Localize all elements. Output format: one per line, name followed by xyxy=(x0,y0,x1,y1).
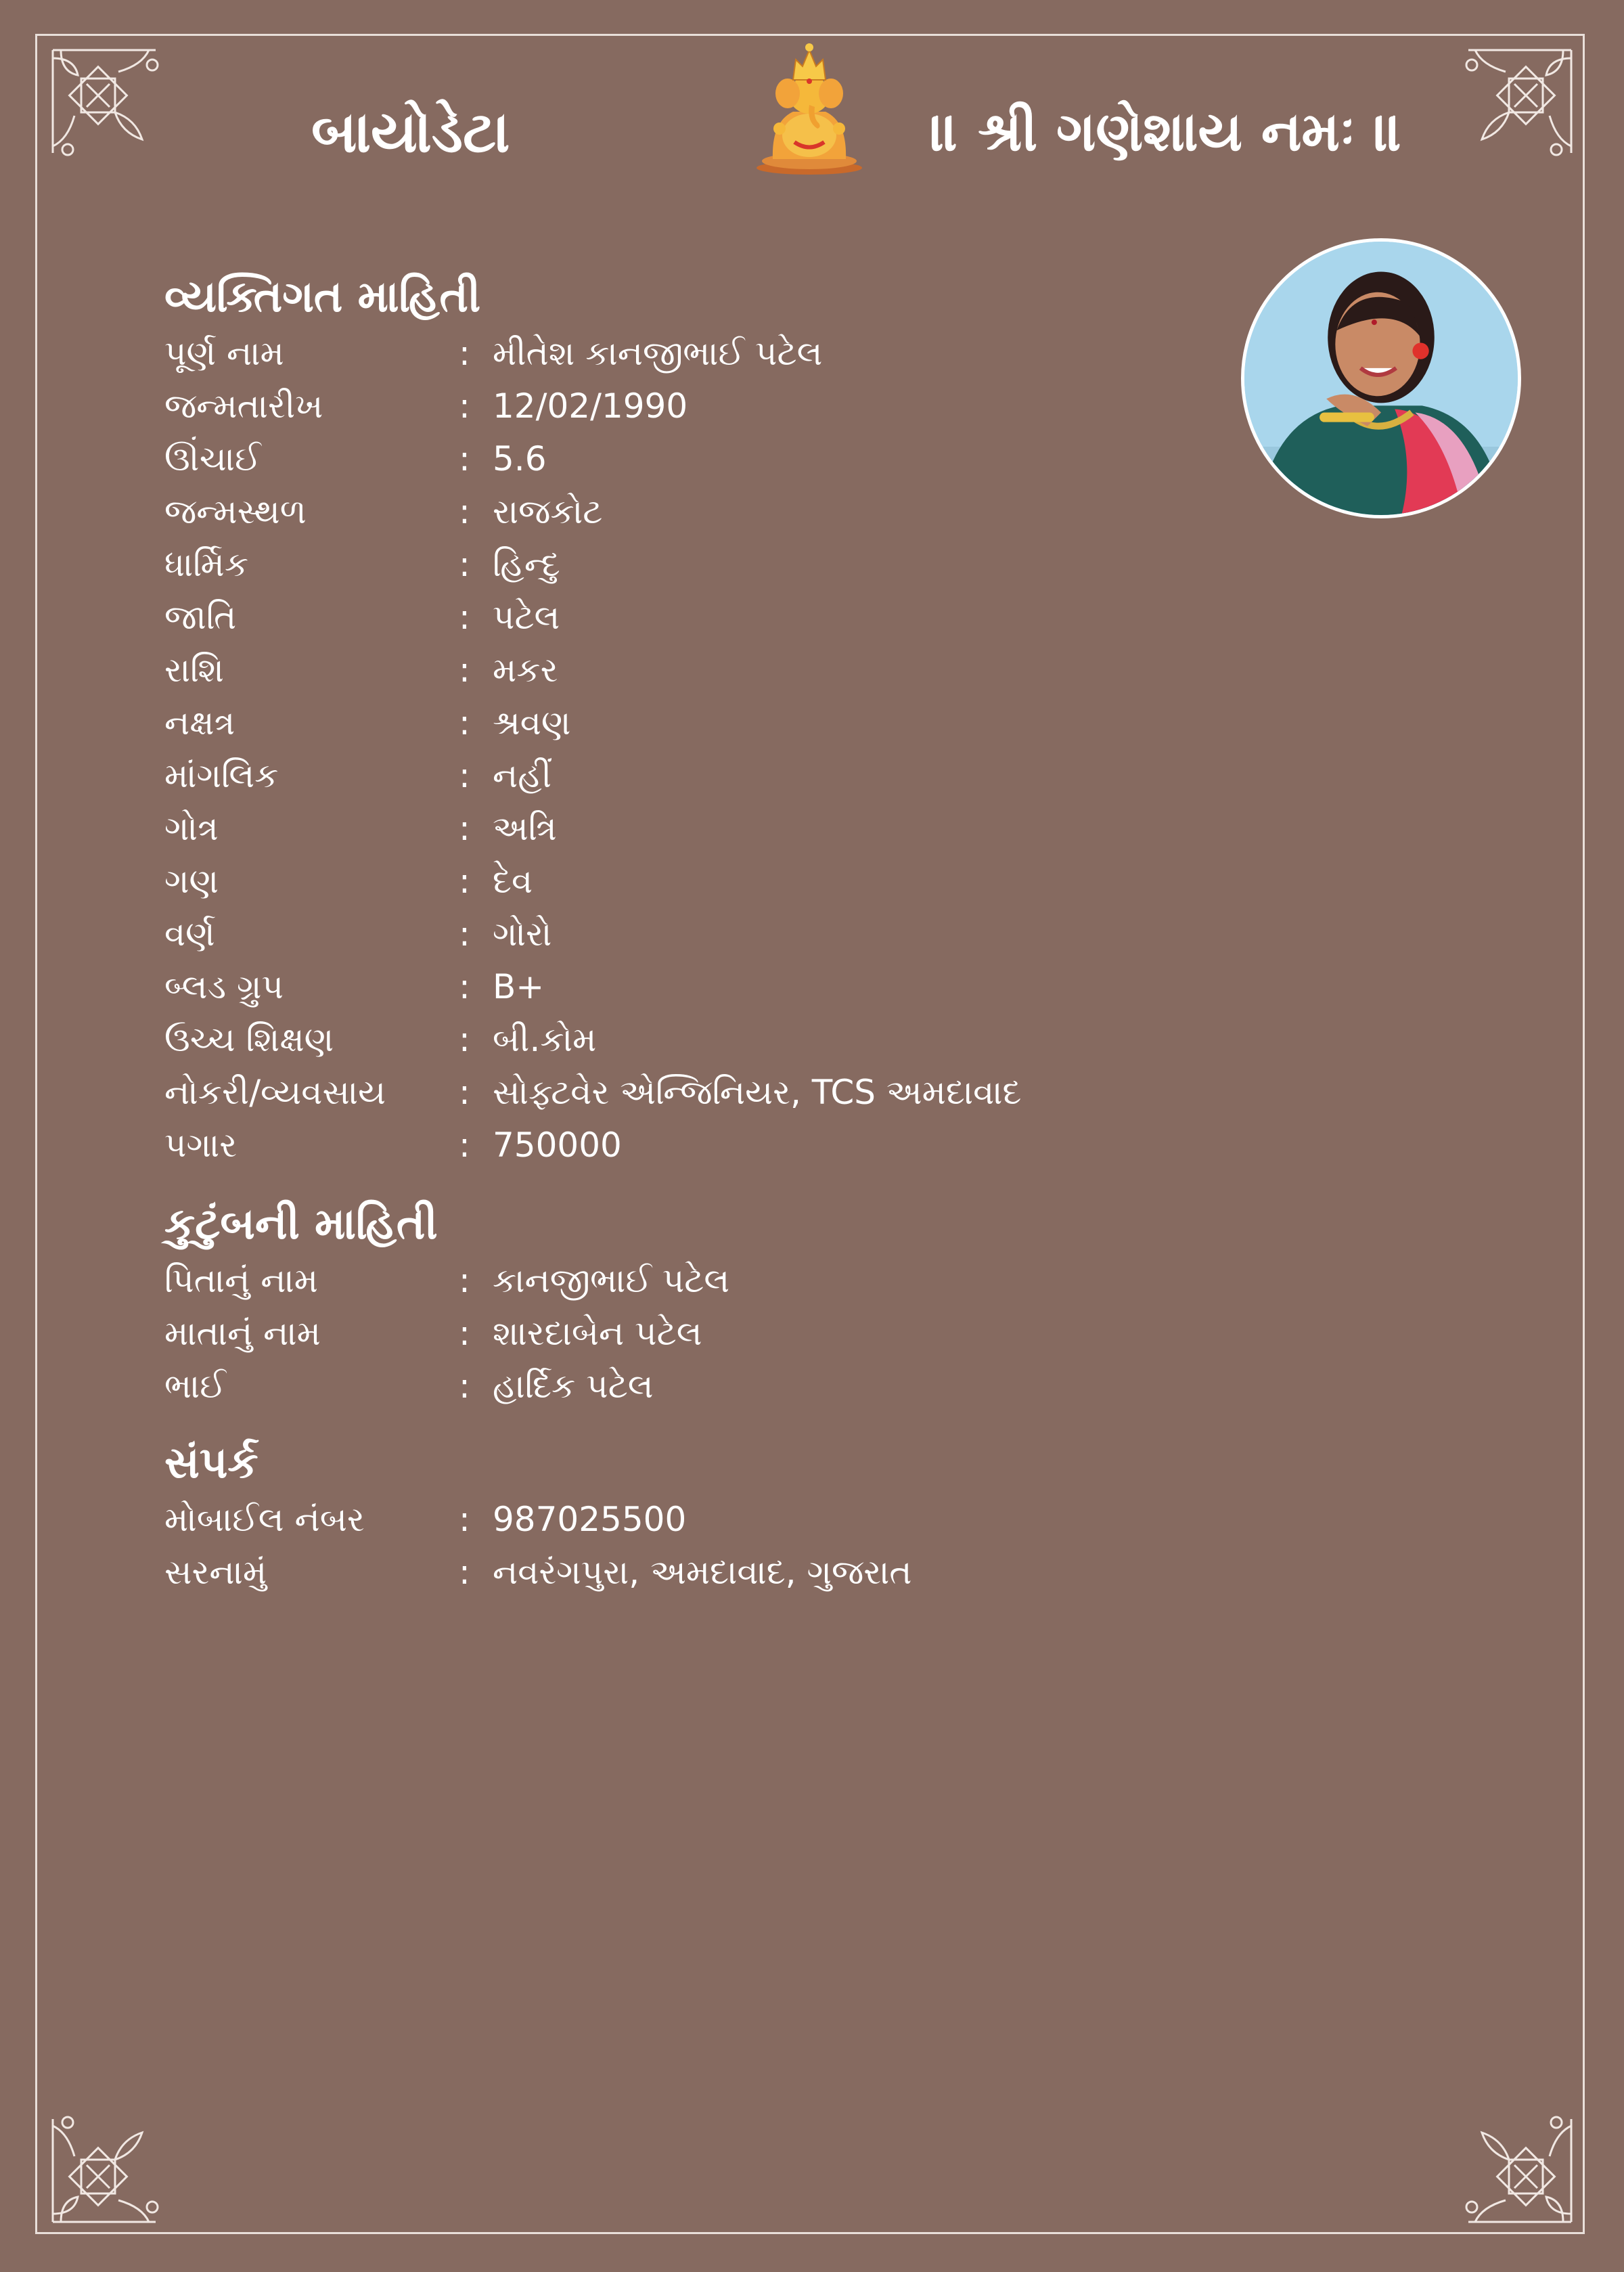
row-value: B+ xyxy=(493,967,545,1006)
family-info-section xyxy=(164,1195,1206,1412)
info-row-blood-group xyxy=(164,960,1206,1013)
row-label: માંગલિક xyxy=(164,755,279,795)
invocation-title: ॥ શ્રી ગણેશાય નમઃ ॥ xyxy=(930,100,1403,163)
row-value: મકર xyxy=(493,650,558,690)
row-label: માતાનું નામ xyxy=(164,1313,321,1353)
row-label: ઊંચાઈ xyxy=(164,439,261,478)
row-label: ગણ xyxy=(164,861,219,901)
row-label: પૂર્ણ નામ xyxy=(164,333,284,373)
row-separator: : xyxy=(459,598,470,637)
row-label: વર્ણ xyxy=(164,914,215,954)
row-separator: : xyxy=(459,1261,470,1300)
row-value: બી.કોમ xyxy=(493,1019,597,1059)
row-separator: : xyxy=(459,1126,470,1165)
personal-info-section xyxy=(164,267,1206,1172)
page-title: બાયોડેટા xyxy=(311,99,510,165)
row-label: ઉચ્ચ શિક્ષણ xyxy=(164,1019,334,1059)
row-value: હાર્દિક પટેલ xyxy=(493,1366,654,1406)
row-label: સરનામું xyxy=(164,1552,267,1592)
row-separator: : xyxy=(459,439,470,478)
row-label: બ્લડ ગ્રુપ xyxy=(164,966,284,1006)
row-value: દેવ xyxy=(493,861,533,901)
info-row-manglik xyxy=(164,749,1206,802)
row-value: શ્રવણ xyxy=(493,703,571,742)
row-label: ભાઈ xyxy=(164,1366,226,1406)
row-value: 12/02/1990 xyxy=(493,386,688,426)
row-label: પગાર xyxy=(164,1125,238,1165)
row-label: નોકરી/વ્યવસાય xyxy=(164,1072,386,1112)
row-value: 750000 xyxy=(493,1126,622,1165)
info-row-birth-place xyxy=(164,485,1206,538)
section-title-contact: સંપર્ક xyxy=(164,1438,258,1488)
info-row-gotra xyxy=(164,802,1206,855)
row-value: ગોરો xyxy=(493,914,552,954)
info-row-rashi xyxy=(164,644,1206,696)
row-label: મોબાઈલ નંબર xyxy=(164,1499,365,1539)
row-separator: : xyxy=(459,1020,470,1059)
row-label: ગોત્ર xyxy=(164,808,219,848)
row-value: મીતેશ કાનજીભાઈ પટેલ xyxy=(493,333,823,373)
row-label: રાશિ xyxy=(164,650,224,690)
info-row-brother xyxy=(164,1360,1206,1412)
row-value: નહીં xyxy=(493,755,552,795)
row-separator: : xyxy=(459,914,470,954)
info-row-occupation xyxy=(164,1066,1206,1119)
contact-section xyxy=(164,1433,1206,1599)
info-row-gan xyxy=(164,855,1206,908)
section-title-family: કુટુંબની માહિતી xyxy=(164,1199,438,1249)
row-separator: : xyxy=(459,545,470,584)
row-separator: : xyxy=(459,1553,470,1592)
corner-ornament-bottom-left xyxy=(47,2109,166,2227)
info-row-caste xyxy=(164,591,1206,644)
info-row-mother-name xyxy=(164,1307,1206,1360)
info-row-religion xyxy=(164,538,1206,591)
row-separator: : xyxy=(459,1500,470,1539)
row-value: શારદાબેન પટેલ xyxy=(493,1313,702,1353)
info-row-mobile xyxy=(164,1493,1206,1546)
section-title-personal: વ્યક્તિગત માહિતી xyxy=(164,272,481,322)
corner-ornament-top-left xyxy=(47,45,166,163)
info-row-father-name xyxy=(164,1254,1206,1307)
row-value: 987025500 xyxy=(493,1500,687,1539)
row-separator: : xyxy=(459,650,470,690)
row-separator: : xyxy=(459,967,470,1006)
row-separator: : xyxy=(459,703,470,742)
row-value: કાનજીભાઈ પટેલ xyxy=(493,1260,730,1300)
info-row-salary xyxy=(164,1119,1206,1172)
row-value: રાજકોટ xyxy=(493,491,603,531)
row-separator: : xyxy=(459,1073,470,1112)
row-value: 5.6 xyxy=(493,439,547,478)
ganesha-icon xyxy=(752,41,866,176)
row-label: જન્મસ્થળ xyxy=(164,491,307,531)
info-row-birth-date xyxy=(164,380,1206,432)
row-separator: : xyxy=(459,809,470,848)
corner-ornament-top-right xyxy=(1458,45,1577,163)
info-row-address xyxy=(164,1546,1206,1599)
row-separator: : xyxy=(459,386,470,426)
info-row-height xyxy=(164,432,1206,485)
row-separator: : xyxy=(459,862,470,901)
info-row-nakshatra xyxy=(164,696,1206,749)
corner-ornament-bottom-right xyxy=(1458,2109,1577,2227)
row-label: જાતિ xyxy=(164,597,237,637)
row-separator: : xyxy=(459,334,470,373)
row-value: નવરંગપુરા, અમદાવાદ, ગુજરાત xyxy=(493,1552,912,1592)
row-value: હિન્દુ xyxy=(493,544,560,584)
row-label: નક્ષત્ર xyxy=(164,703,235,742)
row-label: પિતાનું નામ xyxy=(164,1260,319,1300)
info-row-complexion xyxy=(164,908,1206,960)
row-value: સોફ્ટવેર એન્જિનિયર, TCS અમદાવાદ xyxy=(493,1072,1022,1112)
row-separator: : xyxy=(459,1314,470,1353)
row-value: અત્રિ xyxy=(493,808,557,848)
row-separator: : xyxy=(459,1366,470,1406)
info-row-education xyxy=(164,1013,1206,1066)
row-label: ધાર્મિક xyxy=(164,544,249,584)
row-separator: : xyxy=(459,492,470,531)
row-value: પટેલ xyxy=(493,597,560,637)
profile-photo xyxy=(1241,238,1521,518)
row-separator: : xyxy=(459,756,470,795)
info-row-full-name xyxy=(164,327,1206,380)
row-label: જન્મતારીખ xyxy=(164,386,323,426)
